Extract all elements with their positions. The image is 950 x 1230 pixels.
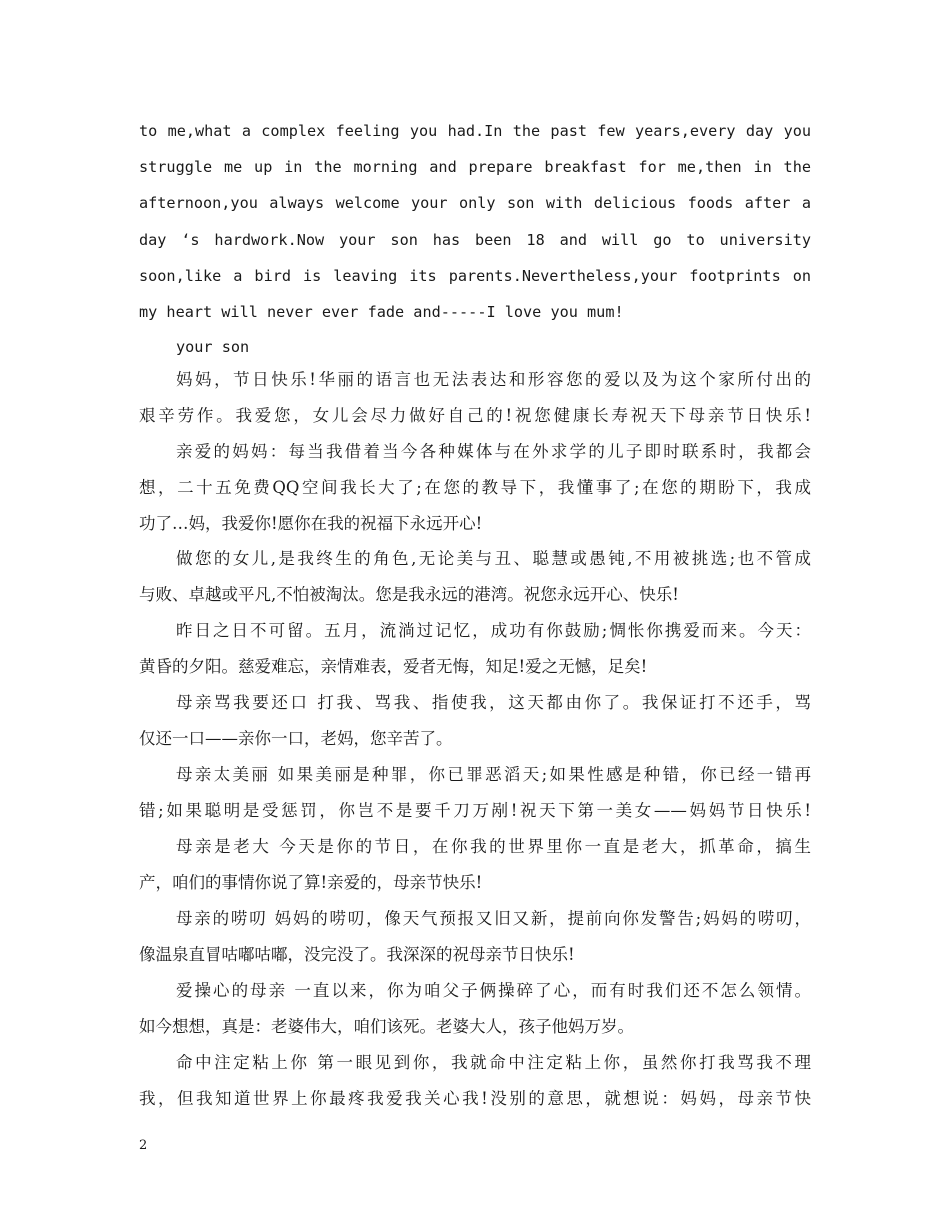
chinese-line-3: 亲爱的妈妈：每当我借着当今各种媒体与在外求学的儿子即时联系时，我都会 <box>176 442 811 461</box>
chinese-line-6: 做您的女儿,是我终生的角色,无论美与丑、聪慧或愚钝,不用被挑选;也不管成 <box>176 549 811 568</box>
english-line-1: to me,what a complex feeling you had.In the past few years,every day you <box>139 122 811 140</box>
chinese-line-8: 昨日之日不可留。五月，流淌过记忆，成功有你鼓励;惆怅你携爱而来。今天： <box>176 621 811 640</box>
page-number: 2 <box>139 1138 148 1153</box>
chinese-line-21: 我，但我知道世界上你最疼我爱我关心我!没别的意思，就想说：妈妈，母亲节快 <box>139 1089 811 1108</box>
english-line-4: day ‘s hardwork.Now your son has been 18 and will go to university <box>139 231 811 249</box>
chinese-line-2: 艰辛劳作。我爱您，女儿会尽力做好自己的!祝您健康长寿祝天下母亲节日快乐! <box>139 406 811 425</box>
chinese-line-9: 黄昏的夕阳。慈爱难忘，亲情难表，爱者无悔，知足!爱之无憾，足矣! <box>139 657 648 676</box>
chinese-line-20: 命中注定粘上你 第一眼见到你，我就命中注定粘上你，虽然你打我骂我不理 <box>176 1053 811 1072</box>
chinese-line-1: 妈妈，节日快乐!华丽的语言也无法表达和形容您的爱以及为这个家所付出的 <box>176 370 811 389</box>
chinese-line-10: 母亲骂我要还口 打我、骂我、指使我，这天都由你了。我保证打不还手，骂 <box>176 693 811 712</box>
chinese-line-12: 母亲太美丽 如果美丽是种罪，你已罪恶滔天;如果性感是种错，你已经一错再 <box>176 765 811 784</box>
chinese-line-4: 想，二十五免费QQ空间我长大了;在您的教导下，我懂事了;在您的期盼下，我成 <box>139 478 811 497</box>
chinese-line-15: 产，咱们的事情你说了算!亲爱的，母亲节快乐! <box>139 873 483 892</box>
chinese-line-17: 像温泉直冒咕嘟咕嘟，没完没了。我深深的祝母亲节日快乐! <box>139 945 575 964</box>
chinese-line-14: 母亲是老大 今天是你的节日，在你我的世界里你一直是老大，抓革命，搞生 <box>176 837 811 856</box>
chinese-line-7: 与败、卓越或平凡,不怕被淘汰。您是我永远的港湾。祝您永远开心、快乐! <box>139 585 679 604</box>
chinese-line-13: 错;如果聪明是受惩罚，你岂不是要千刀万剐!祝天下第一美女——妈妈节日快乐! <box>139 801 811 820</box>
english-line-6: my heart will never ever fade and-----I love you mum! <box>139 303 624 321</box>
english-line-5: soon,like a bird is leaving its parents.Nevertheless,your footprints on <box>139 267 811 285</box>
chinese-line-16: 母亲的唠叨 妈妈的唠叨，像天气预报又旧又新，提前向你发警告;妈妈的唠叨， <box>176 909 811 928</box>
chinese-line-19: 如今想想，真是：老婆伟大，咱们该死。老婆大人，孩子他妈万岁。 <box>139 1017 634 1036</box>
english-line-2: struggle me up in the morning and prepare breakfast for me,then in the <box>139 158 811 176</box>
signature: your son <box>176 338 250 356</box>
chinese-line-5: 功了…妈，我爱你!愿你在我的祝福下永远开心! <box>139 514 483 533</box>
english-line-3: afternoon,you always welcome your only son with delicious foods after a <box>139 194 811 212</box>
chinese-line-18: 爱操心的母亲 一直以来，你为咱父子俩操碎了心，而有时我们还不怎么领情。 <box>176 981 811 1000</box>
chinese-line-11: 仅还一口——亲你一口，老妈，您辛苦了。 <box>139 729 453 748</box>
